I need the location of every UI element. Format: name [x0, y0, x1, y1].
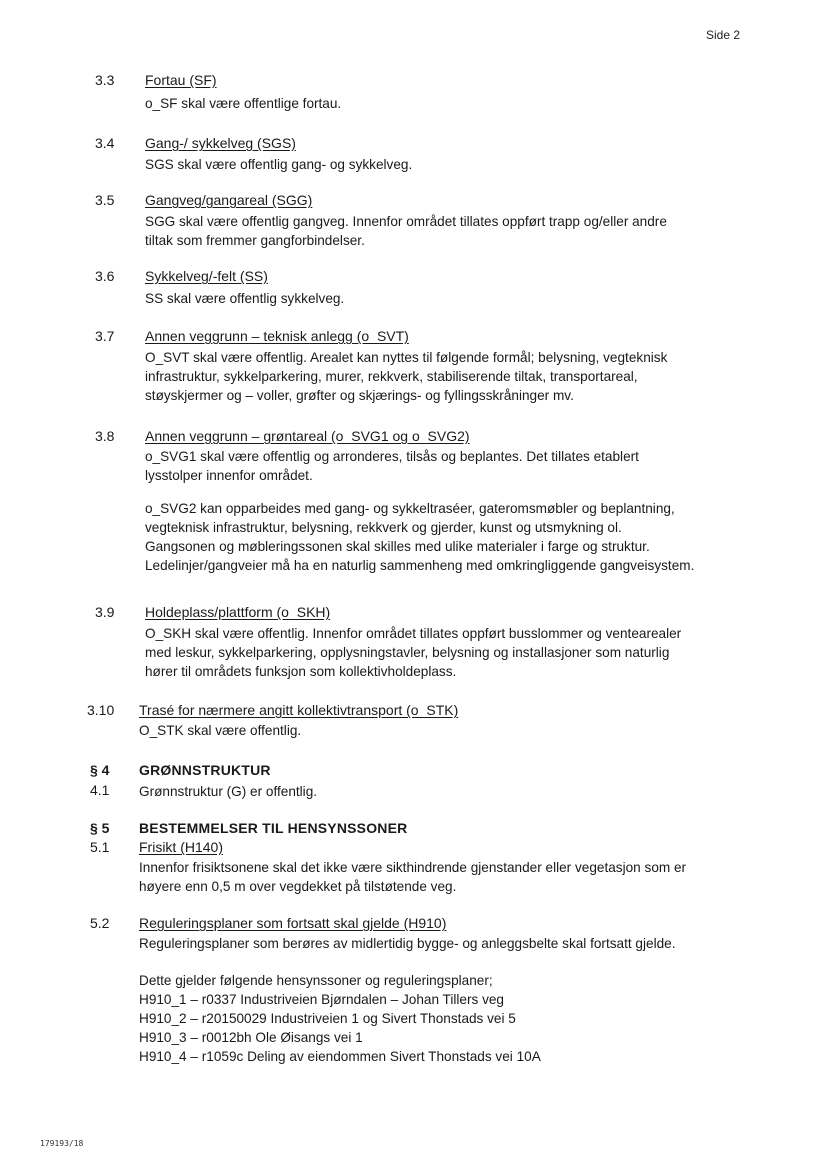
body-line: H910_4 – r1059c Deling av eiendommen Sivert Thonstads vei 10A [139, 1049, 541, 1064]
body-line: Grønnstruktur (G) er offentlig. [139, 784, 318, 799]
body-line: SGS skal være offentlig gang- og sykkelveg. [145, 157, 413, 172]
section-title: Holdeplass/plattform (o_SKH) [145, 604, 331, 620]
document-id: 179193/18 [40, 1139, 84, 1148]
body-line: SGG skal være offentlig gangveg. Innenfor området tillates oppført trapp og/eller andre [145, 214, 667, 229]
section-body [145, 624, 755, 681]
body-line: O_SKH skal være offentlig. Innenfor området tillates oppført busslommer og ventearealer [145, 626, 682, 641]
section-body [139, 782, 749, 801]
section-number: 3.10 [87, 702, 115, 718]
section-title: Annen veggrunn – grøntareal (o_SVG1 og o_SVG2) [145, 428, 470, 444]
chapter-number: § 4 [90, 762, 110, 778]
body-line: hører til områdets funksjon som kollektivholdeplass. [145, 664, 457, 679]
body-line: H910_3 – r0012bh Ole Øisangs vei 1 [139, 1030, 363, 1045]
body-line: Ledelinjer/gangveier må ha en naturlig sammenheng med omkringliggende gangveisystem. [145, 558, 695, 573]
body-line: o_SVG2 kan opparbeides med gang- og sykkeltraséer, gateromsmøbler og beplantning, [145, 501, 675, 516]
section-number: 3.4 [95, 135, 115, 151]
body-line: vegteknisk infrastruktur, belysning, rekkverk og gjerder, kunst og utsmykning ol. [145, 520, 622, 535]
section-body [139, 934, 759, 1066]
body-line: Gangsonen og møbleringssonen skal skilles med ulike materialer i farge og struktur. [145, 539, 650, 554]
section-title: Trasé for nærmere angitt kollektivtransport (o_STK) [139, 702, 459, 718]
section-title: Gang-/ sykkelveg (SGS) [145, 135, 296, 151]
body-line: Innenfor frisiktsonene skal det ikke være sikthindrende gjenstander eller vegetasjon som er [139, 860, 687, 875]
body-line: SS skal være offentlig sykkelveg. [145, 291, 345, 306]
section-number: 5.1 [90, 839, 110, 855]
body-line: O_SVT skal være offentlig. Arealet kan nyttes til følgende formål; belysning, vegteknisk [145, 350, 668, 365]
section-body [145, 155, 755, 174]
section-number: 3.8 [95, 428, 115, 444]
chapter-title: GRØNNSTRUKTUR [139, 762, 271, 778]
chapter-title: BESTEMMELSER TIL HENSYNSSONER [139, 820, 408, 836]
section-body [145, 447, 755, 575]
section-number: 3.9 [95, 604, 115, 620]
body-line: o_SVG1 skal være offentlig og arronderes, tilsås og beplantes. Det tillates etablert [145, 449, 639, 464]
section-number: 3.6 [95, 268, 115, 284]
body-line: infrastruktur, sykkelparkering, murer, rekkverk, stabiliserende tiltak, transportareal, [145, 369, 638, 384]
body-line: H910_1 – r0337 Industriveien Bjørndalen – Johan Tillers veg [139, 992, 504, 1007]
section-number: 4.1 [90, 782, 110, 798]
section-title: Gangveg/gangareal (SGG) [145, 192, 313, 208]
body-line: støyskjermer og – voller, grøfter og skjærings- og fyllingsskråninger mv. [145, 388, 574, 403]
section-number: 3.7 [95, 328, 115, 344]
chapter-number: § 5 [90, 820, 110, 836]
section-title: Annen veggrunn – teknisk anlegg (o_SVT) [145, 328, 409, 344]
body-line: lysstolper innenfor området. [145, 468, 313, 483]
section-body [139, 721, 749, 740]
section-number: 5.2 [90, 915, 110, 931]
section-body [145, 94, 755, 113]
body-line: O_STK skal være offentlig. [139, 723, 302, 738]
section-title: Frisikt (H140) [139, 839, 224, 855]
section-body [145, 289, 755, 308]
body-line: Reguleringsplaner som berøres av midlertidig bygge- og anleggsbelte skal fortsatt gjelde. [139, 936, 676, 951]
body-line: H910_2 – r20150029 Industriveien 1 og Sivert Thonstads vei 5 [139, 1011, 516, 1026]
section-number: 3.3 [95, 72, 115, 88]
section-title: Reguleringsplaner som fortsatt skal gjelde (H910) [139, 915, 447, 931]
section-number: 3.5 [95, 192, 115, 208]
page-number: Side 2 [706, 28, 741, 42]
body-line: høyere enn 0,5 m over vegdekket på tilstøtende veg. [139, 879, 457, 894]
body-line: med leskur, sykkelparkering, opplysningstavler, belysning og installasjoner som naturlig [145, 645, 670, 660]
body-line: tiltak som fremmer gangforbindelser. [145, 233, 365, 248]
section-title: Fortau (SF) [145, 72, 217, 88]
section-title: Sykkelveg/-felt (SS) [145, 268, 268, 284]
section-body [139, 858, 759, 896]
body-line: o_SF skal være offentlige fortau. [145, 96, 342, 111]
section-body [145, 212, 755, 250]
section-body [145, 348, 755, 405]
body-line: Dette gjelder følgende hensynssoner og reguleringsplaner; [139, 973, 493, 988]
